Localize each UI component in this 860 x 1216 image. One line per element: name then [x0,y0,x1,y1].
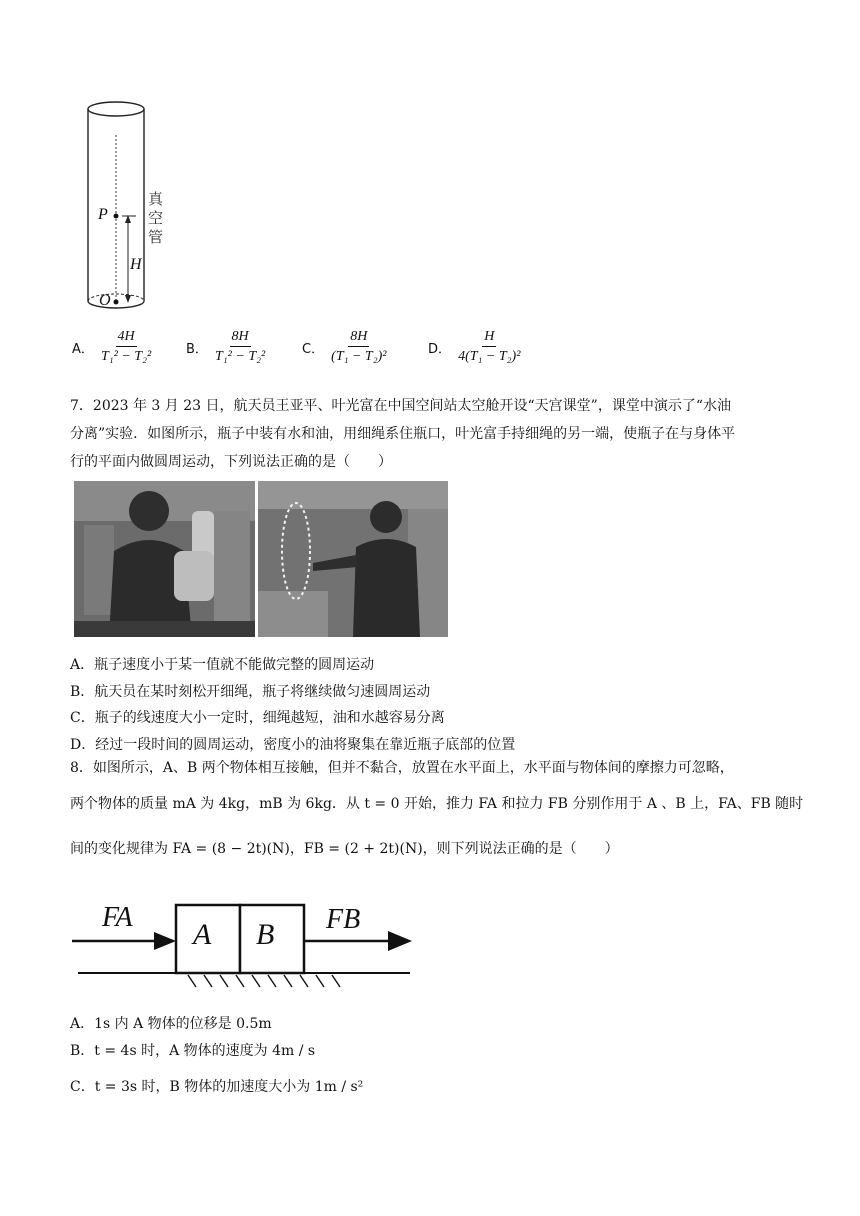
q6-option-a-den: T₁² − T₂² [101,349,152,364]
q6-option-b-den: T₁² − T₂² [215,349,266,364]
q6-option-d-letter: D． [428,342,452,357]
q6-option-b-fraction [213,328,267,367]
q8-option-c: C．t = 3s 时，B 物体的加速度大小为 1m / s² [70,1079,364,1095]
q8-option-a: A．1s 内 A 物体的位移是 0.5m [70,1016,272,1032]
vacuum-char-2: 空 [148,209,164,227]
diagram-label-b: B [256,918,275,951]
q8-line-3: 间的变化规律为 FA = (8 − 2t)(N)，FB = (2 + 2t)(N)，则下列说法正确的是（ ） [70,841,619,857]
q7-line-1: 7．2023 年 3 月 23 日，航天员王亚平、叶光富在中国空间站太空舱开设“天宫课堂”，课堂中演示了“水油 [70,398,731,414]
diagram-label-fa: FA [102,902,133,933]
q8-option-b: B．t = 4s 时，A 物体的速度为 4m / s [70,1043,316,1059]
q6-option-d-fraction [456,328,522,367]
diagram-label-a: A [193,918,212,951]
q7-option-d: D．经过一段时间的圆周运动，密度小的油将聚集在靠近瓶子底部的位置 [70,736,516,753]
q8-line-1: 8．如图所示，A、B 两个物体相互接触，但并不黏合，放置在水平面上，水平面与物体间的摩擦力可忽略， [70,760,734,776]
q7-line-2: 分离”实验．如图所示，瓶子中装有水和油，用细绳系住瓶口，叶光富手持细绳的另一端，使瓶子在与身体平 [70,426,736,442]
q6-option-b [186,328,267,367]
q6-option-d-num: H [482,328,496,347]
vacuum-char-1: 真 [148,190,164,208]
q6-option-a [72,328,153,367]
q7-stem [70,392,735,476]
label-p: P [98,206,108,223]
q6-option-c [302,328,388,367]
q6-option-a-fraction [99,328,153,367]
q6-option-a-num: 4H [116,328,137,347]
q6-option-d [428,328,522,367]
vacuum-tube-figure [70,95,180,315]
q7-options [70,652,515,758]
q6-option-c-fraction [329,328,388,367]
label-vacuum-tube [148,190,163,247]
q7-option-a: A．瓶子速度小于某一值就不能做完整的圆周运动 [70,657,375,673]
q8-line-2: 两个物体的质量 mA 为 4kg，mB 为 6kg．从 t = 0 开始，推力 FA 和拉力 FB 分别作用于 A 、B 上，FA、FB 随时 [70,796,804,812]
q7-option-c: C．瓶子的线速度大小一定时，细绳越短，油和水越容易分离 [70,710,445,726]
label-h: H [130,256,142,273]
vacuum-char-3: 管 [148,228,164,246]
q7-option-b: B．航天员在某时刻松开细绳，瓶子将继续做匀速圆周运动 [70,683,431,700]
label-o: O [99,292,111,309]
q7-line-3: 行的平面内做圆周运动，下列说法正确的是（ ） [70,454,392,470]
diagram-label-fb: FB [326,904,361,935]
q6-option-d-den: 4(T₁ − T₂)² [458,349,521,364]
q6-option-c-letter: C． [302,342,325,357]
photo-astronaut-right [258,481,448,637]
q6-option-b-num: 8H [230,328,251,347]
q6-option-c-num: 8H [348,328,369,347]
q6-option-b-letter: B． [186,342,208,357]
q6-option-a-letter: A． [72,342,94,357]
photo-astronaut-left [74,481,255,637]
q6-option-c-den: (T₁ − T₂)² [331,349,387,364]
